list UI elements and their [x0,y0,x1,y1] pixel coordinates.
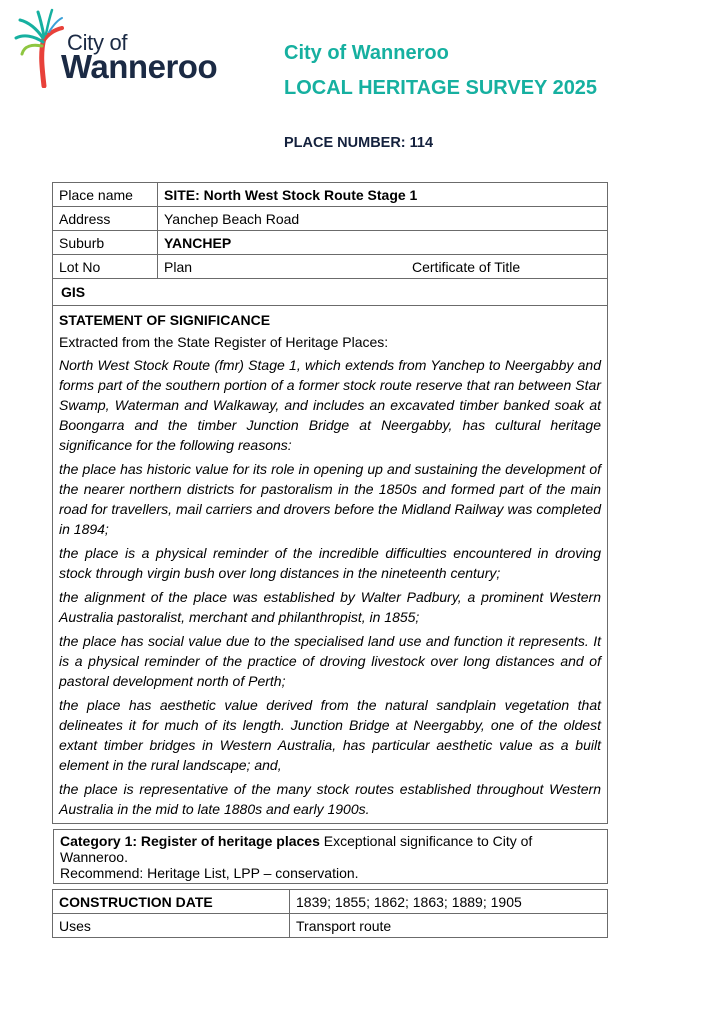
category-recommendation: Recommend: Heritage List, LPP – conservation. [60,865,359,881]
construction-table [52,889,608,938]
significance-paragraph: the place is representative of the many stock routes established throughout Western Australia in the mid to late 1880s and early 1900s. [59,781,601,817]
document-title-survey: LOCAL HERITAGE SURVEY 2025 [284,77,598,99]
construction-date-label: CONSTRUCTION DATE [53,890,290,914]
suburb-label: Suburb [53,231,158,255]
logo-text-wanneroo: Wanneroo [61,48,218,85]
uses-label: Uses [53,914,290,938]
uses-value: Transport route [290,914,608,938]
significance-paragraph: the place has historic value for its role in opening up and sustaining the development of the nearer northern districts for pastoralism in the 1850s and formed part of the main road for travellers, mail carriers and drovers before the Midland Railway was completed in 1894; [59,461,601,537]
statement-of-significance [53,306,608,824]
significance-intro: Extracted from the State Register of Heritage Places: [59,334,389,350]
category-title: Category 1: Register of heritage places [60,833,320,849]
suburb-value: YANCHEP [158,231,608,255]
table-row-address [53,207,608,231]
address-label: Address [53,207,158,231]
lot-no-label: Lot No [53,255,158,279]
plan-label: Plan [164,258,193,275]
significance-paragraph: North West Stock Route (fmr) Stage 1, which extends from Yanchep to Neergabby and forms part of the southern portion of a former stock route reserve that ran between Star Swamp, Waterman and Walkaway, and includes an excavated timber banked soak at Boongarra and the timber Junction Bridge at Neergabby, has cultural heritage significance for the following reasons: [59,357,601,453]
gis-label: GIS [53,279,608,306]
table-row-suburb [53,231,608,255]
category-description: Exceptional significance to City of Wanneroo. [60,833,533,865]
significance-paragraph: the alignment of the place was established by Walter Padbury, a prominent Western Australia pastoralist, merchant and philanthropist, in 1855; [59,589,601,625]
document-title-org: City of Wanneroo [284,42,449,64]
place-name-label: Place name [53,183,158,207]
table-row-place-name [53,183,608,207]
lot-details [158,255,608,279]
address-value: Yanchep Beach Road [158,207,608,231]
significance-paragraph: the place is a physical reminder of the incredible difficulties encountered in droving stock through virgin bush over long distances in the nineteenth century; [59,545,601,581]
construction-date-value: 1839; 1855; 1862; 1863; 1889; 1905 [290,890,608,914]
heritage-category-box [53,829,608,884]
place-name-value: SITE: North West Stock Route Stage 1 [158,183,608,207]
place-number: PLACE NUMBER: 114 [284,135,434,151]
table-row-gis [53,279,608,306]
table-row-uses [53,914,608,938]
place-details-table [52,182,608,824]
logo-text-city-of: City of [67,30,128,55]
significance-paragraph: the place has social value due to the specialised land use and function it represents. It is a physical reminder of the practice of droving livestock over long distances and of pastoral development north of Perth; [59,633,601,689]
table-row-construction-date [53,890,608,914]
significance-heading: STATEMENT OF SIGNIFICANCE [59,312,271,328]
table-row-lot [53,255,608,279]
table-row-significance [53,306,608,824]
significance-paragraph: the place has aesthetic value derived from the natural sandplain vegetation that delineates it for much of its length. Junction Bridge at Neergabby, one of the oldest extant timber bridges in Western Australia, has particular aesthetic value as a built element in the rural landscape; and, [59,697,601,773]
city-of-wanneroo-logo [14,8,229,90]
certificate-of-title-label: Certificate of Title [412,258,521,275]
